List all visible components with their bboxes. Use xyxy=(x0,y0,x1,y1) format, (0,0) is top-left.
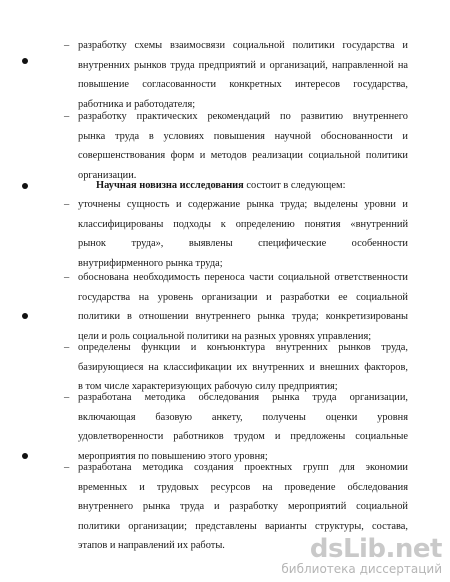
list-dash: – xyxy=(64,40,70,51)
paragraph xyxy=(78,268,408,346)
text-line: разработку практических рекомендаций по развитию внутреннего xyxy=(78,111,408,122)
paragraph xyxy=(78,107,408,185)
text-line: повышение согласованности конкретных интересов государства, xyxy=(78,79,408,90)
text-line: цели и роль социальной политики на разных уровнях управления; xyxy=(78,330,372,342)
list-dash: – xyxy=(64,342,70,353)
binder-holes xyxy=(0,0,40,582)
list-item xyxy=(64,107,408,185)
text-line: этапов и направлений их работы. xyxy=(78,540,225,551)
section-heading xyxy=(96,176,345,196)
binder-hole xyxy=(22,313,28,319)
list-item xyxy=(64,195,408,273)
text-line: уточнены сущность и содержание рынка труда; выделены уровни и xyxy=(78,199,408,210)
text-line: политики организации; представлены варианты структуры, состава, xyxy=(78,520,408,532)
text-line: рынок труда», выявлены специфические особенности xyxy=(78,238,408,249)
list-item xyxy=(64,36,408,114)
binder-hole xyxy=(22,183,28,189)
text-line: внутреннего рынка труда и разработку мероприятий социальной xyxy=(78,501,408,512)
text-line: государства на уровень организации и разработки ее социальной xyxy=(78,291,408,303)
watermark xyxy=(281,536,442,576)
list-dash: – xyxy=(64,392,70,403)
watermark-subtitle: библиотека диссертаций xyxy=(281,562,442,576)
text-line: мероприятия по повышению этого уровня; xyxy=(78,450,268,462)
text-line: политики в отношении внутреннего рынка труда; конкретизированы xyxy=(78,311,408,322)
text-line: классифицированы подходы к определению понятия «внутренний xyxy=(78,218,408,230)
text-line: внутрифирменного рынка труда; xyxy=(78,257,223,269)
text-line: разработку схемы взаимосвязи социальной политики государства и xyxy=(78,40,408,51)
text-line: организации. xyxy=(78,169,137,181)
heading-bold: Научная новизна исследования xyxy=(96,180,244,191)
text-line: рынка труда в условиях повышения научной обоснованности и xyxy=(78,130,408,142)
text-line: разработана методика обследования рынка труда организации, xyxy=(78,392,408,403)
text-line: временных и трудовых ресурсов на проведение обследования xyxy=(78,481,408,493)
text-line: разработана методика создания проектных групп для экономии xyxy=(78,462,408,473)
binder-hole xyxy=(22,58,28,64)
text-line: определены функции и конъюнктура внутренних рынков труда, xyxy=(78,342,408,353)
list-item xyxy=(64,268,408,346)
heading-rest: состоит в следующем: xyxy=(243,180,346,191)
list-dash: – xyxy=(64,199,70,210)
text-line: совершенствования форм и методов реализации социальной политики xyxy=(78,150,408,161)
text-line: включающая базовую анкету, получены оценки уровня xyxy=(78,411,408,423)
list-dash: – xyxy=(64,272,70,283)
list-dash: – xyxy=(64,111,70,122)
text-line: работника и работодателя; xyxy=(78,98,196,110)
paragraph xyxy=(78,388,408,466)
list-dash: – xyxy=(64,462,70,473)
text-line: обоснована необходимость переноса части социальной ответственности xyxy=(78,272,408,283)
text-line: в том числе характеризующих рабочую силу предприятия; xyxy=(78,381,338,392)
list-item xyxy=(64,388,408,466)
text-line: базирующиеся на классификации их внутренних и внешних факторов, xyxy=(78,361,408,373)
text-line: внутренних рынков труда предприятий и организаций, направленной на xyxy=(78,59,408,71)
paragraph xyxy=(78,195,408,273)
binder-hole xyxy=(22,453,28,459)
paragraph xyxy=(78,36,408,114)
watermark-logo: dsLib.net xyxy=(309,534,442,564)
text-line: удовлетворенности работников трудом и предложены социальные xyxy=(78,431,408,442)
